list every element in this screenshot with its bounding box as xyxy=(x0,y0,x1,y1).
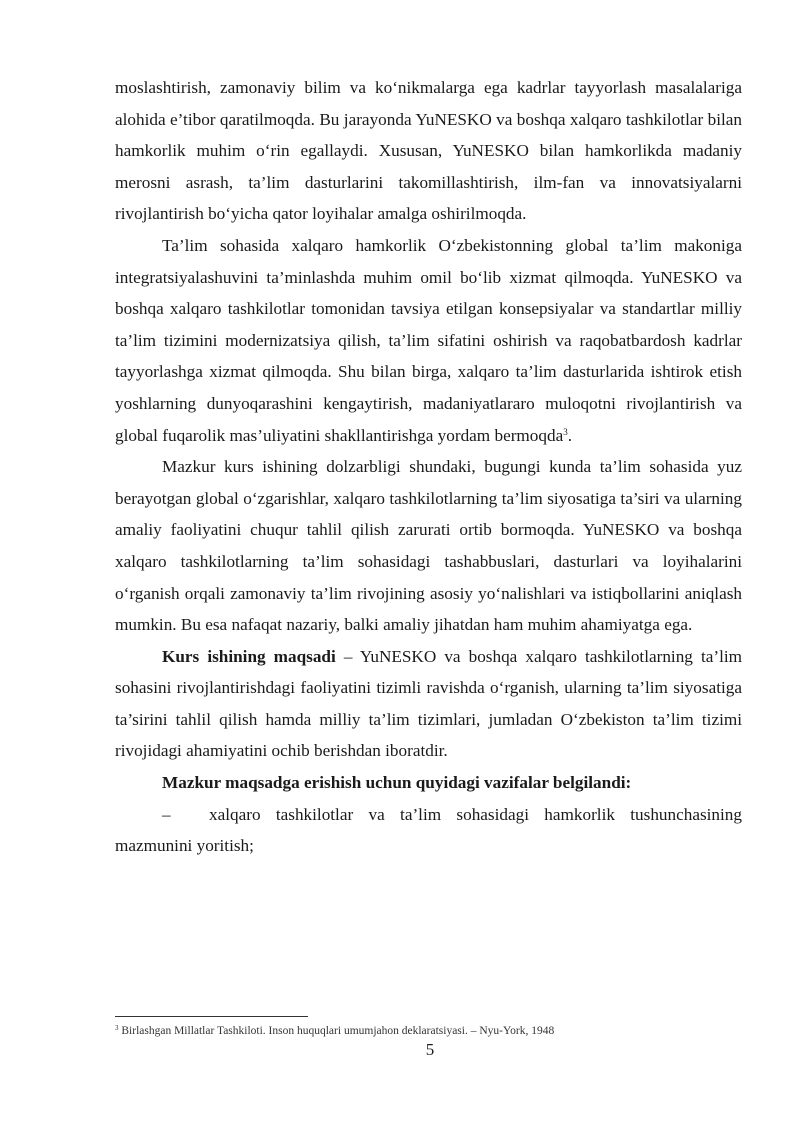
footnote-ref-3[interactable]: 3 xyxy=(563,426,568,437)
paragraph-4-text: – YuNESKO va boshqa xalqaro tashkilotlarning ta’lim sohasini rivojlantirishdagi faoliyatini tizimli ravishda o‘rganish, ularning ta’lim siyosatiga ta’sirini tahlil qilish hamda milliy ta’lim tizimlari, jumladan O‘zbekiston ta’lim tizimi rivojidagi ahamiyatini ochib berishdan iboratdir. xyxy=(115,646,742,761)
paragraph-2-text: Ta’lim sohasida xalqaro hamkorlik O‘zbekistonning global ta’lim makoniga integratsiyalashuvini ta’minlashda muhim omil bo‘lib xizmat qilmoqda. YuNESKO va boshqa xalqaro tashkilotlar tomonidan tavsiya etilgan konsepsiyalar va standartlar milliy ta’lim tizimini modernizatsiya qilish, ta’lim sifatini oshirish va raqobatbardosh kadrlar tayyorlashga xizmat qilmoqda. Shu bilan birga, xalqaro ta’lim dasturlarida ishtirok etish yoshlarning dunyoqarashini kengaytirish, madaniyatlararo muloqotni rivojlantirish va global fuqarolik mas’uliyatini shakllantirishga yordam bermoqda xyxy=(115,235,742,445)
paragraph-3: Mazkur kurs ishining dolzarbligi shundaki, bugungi kunda ta’lim sohasida yuz berayotgan global o‘zgarishlar, xalqaro tashkilotlarning ta’lim siyosatiga ta’siri va ularning amaliy faoliyatini chuqur tahlil qilish zarurati ortib bormoqda. YuNESKO va boshqa xalqaro tashkilotlarning ta’lim sohasidagi tashabbuslari, dasturlari va loyihalarini o‘rganish orqali zamonaviy ta’lim rivojining asosiy yo‘nalishlari va istiqbollarini aniqlash mumkin. Bu esa nafaqat nazariy, balki amaliy jihatdan ham muhim ahamiyatga ega. xyxy=(115,457,742,635)
list-item-text: xalqaro tashkilotlar va ta’lim sohasidagi hamkorlik tushunchasining mazmunini yoritish; xyxy=(115,804,742,856)
paragraph-2 xyxy=(115,230,742,451)
paragraph-4 xyxy=(115,641,742,767)
paragraph-2-end: . xyxy=(567,425,572,445)
footnote-number: 3 xyxy=(115,1024,119,1032)
footnote xyxy=(115,1024,742,1038)
page-body xyxy=(115,72,742,862)
list-dash-marker: – xyxy=(162,804,171,824)
page-number: 5 xyxy=(425,1040,435,1059)
footnote-text: Birlashgan Millatlar Tashkiloti. Inson huquqlari umumjahon deklaratsiyasi. – Nyu-York, 1948 xyxy=(118,1025,555,1037)
paragraph-1: moslashtirish, zamonaviy bilim va ko‘nikmalarga ega kadrlar tayyorlash masalalariga alohida e’tibor qaratilmoqda. Bu jarayonda YuNESKO va boshqa xalqaro tashkilotlar bilan hamkorlik muhim o‘rin egallaydi. Xususan, YuNESKO bilan hamkorlikda madaniy merosni asrash, ta’lim dasturlarini takomillashtirish, ilm-fan va innovatsiyalarni rivojlantirish bo‘yicha qator loyihalar amalga oshirilmoqda. xyxy=(115,78,742,224)
paragraph-4-heading: Kurs ishining maqsadi xyxy=(162,646,336,666)
list-item xyxy=(115,799,742,862)
tasks-heading: Mazkur maqsadga erishish uchun quyidagi vazifalar belgilandi: xyxy=(162,773,632,793)
footnote-divider xyxy=(115,1016,308,1017)
